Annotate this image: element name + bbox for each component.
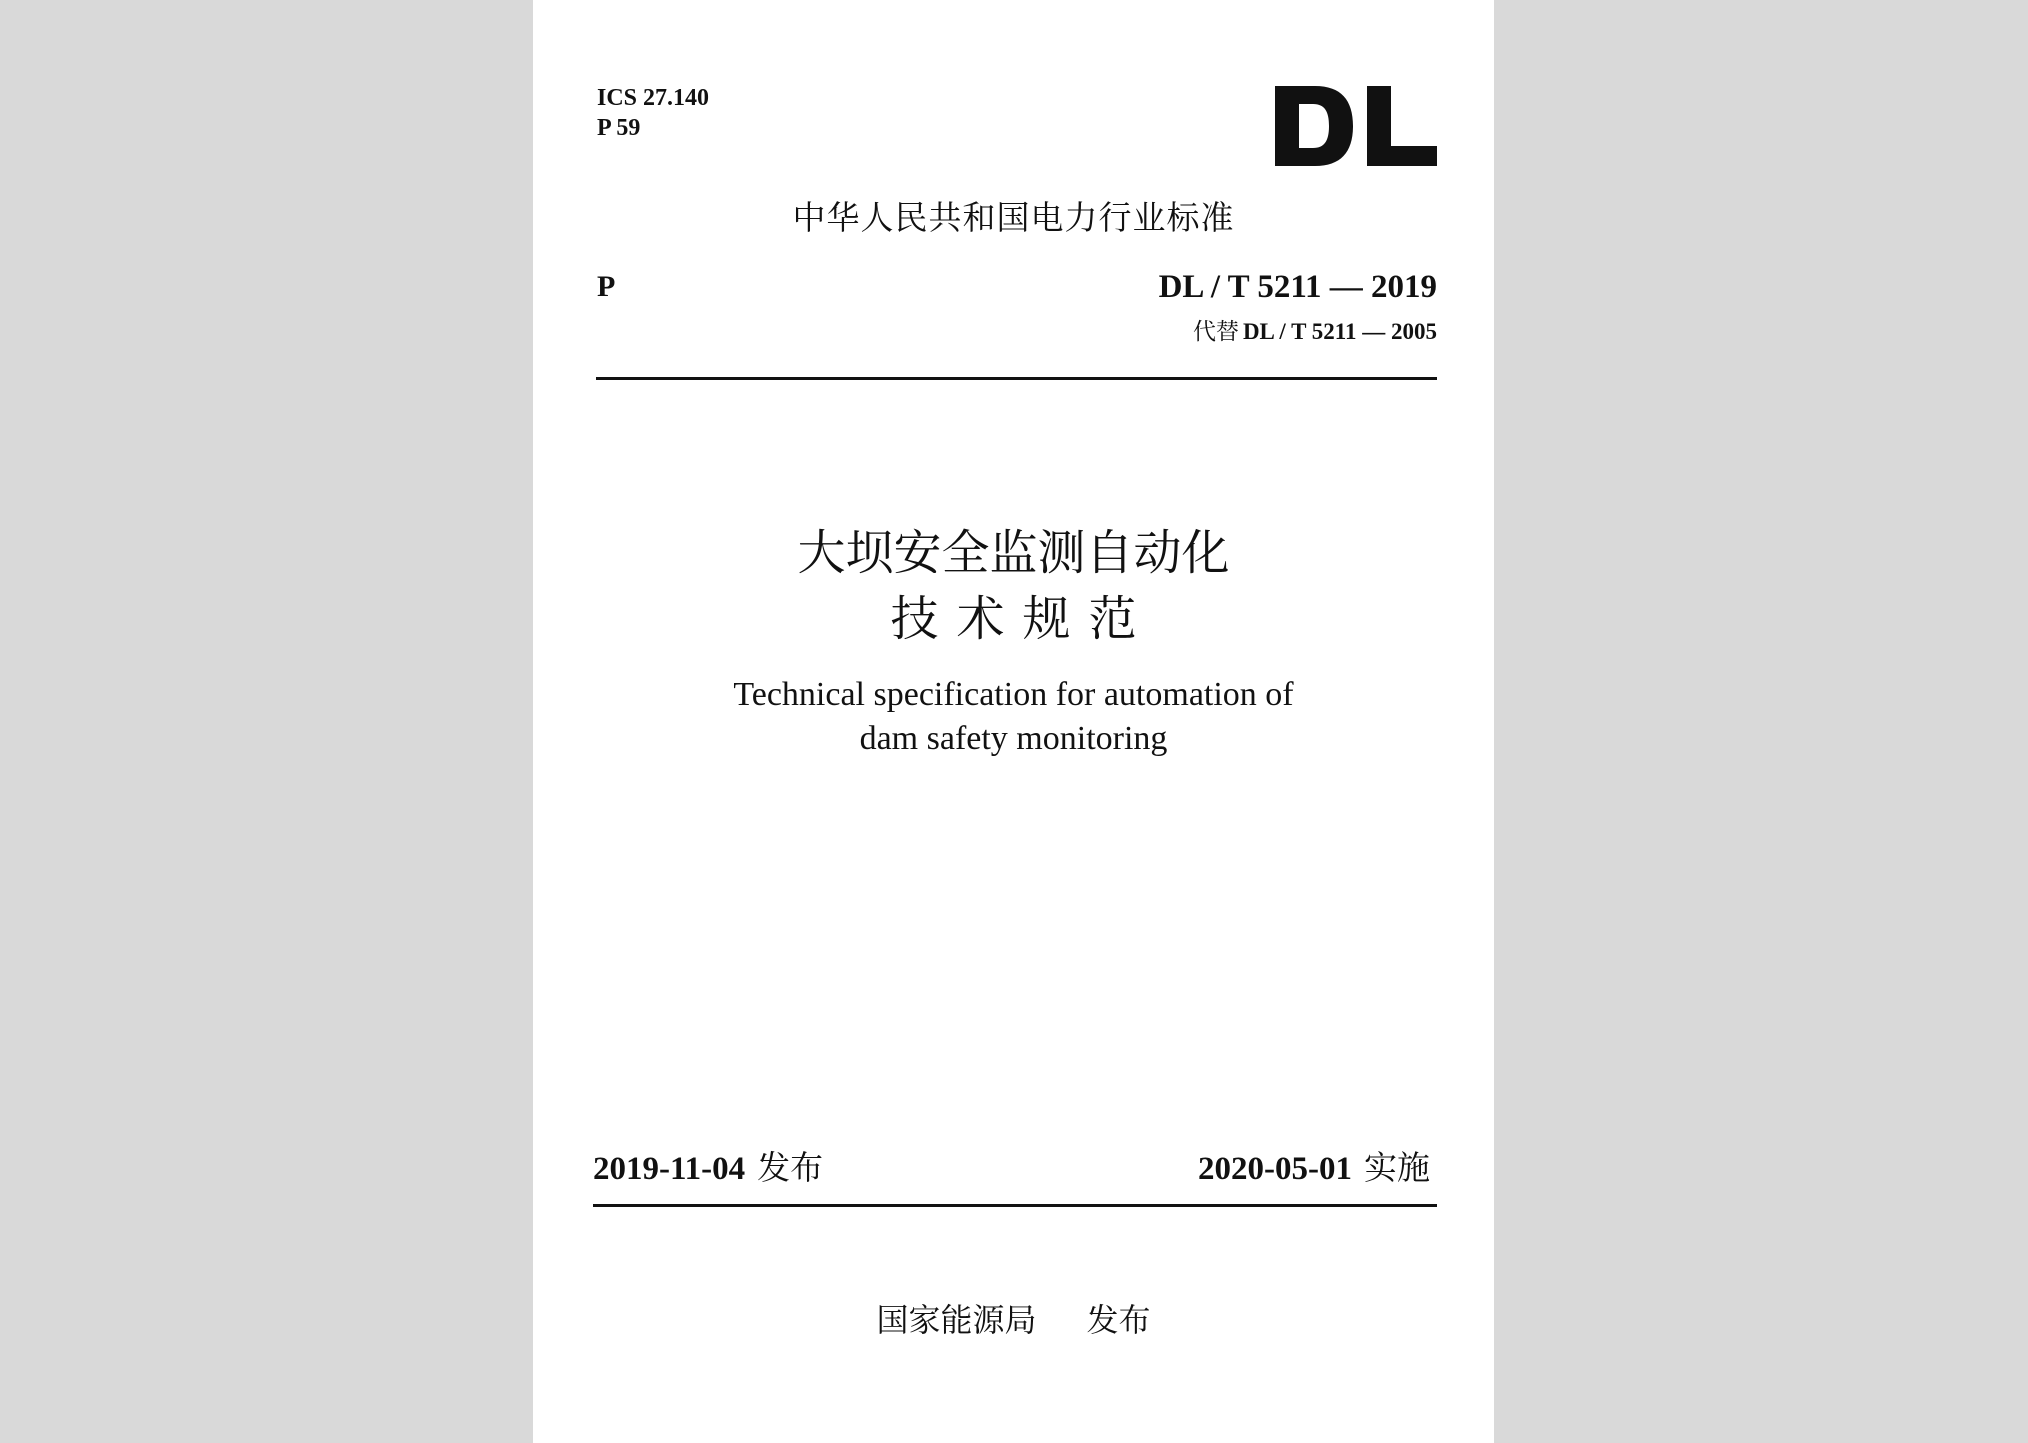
replaces-label: 代替 <box>1192 319 1239 345</box>
effective-date <box>1198 1148 1430 1189</box>
standard-number: DL / T 5211 — 2019 <box>1158 269 1437 305</box>
title-cn-line1: 大坝安全监测自动化 <box>797 525 1230 581</box>
classification-code: P 59 <box>597 115 641 141</box>
effective-date-value: 2020-05-01 <box>1198 1151 1352 1187</box>
top-divider <box>596 377 1437 380</box>
ics-code: ICS 27.140 <box>597 85 710 111</box>
title-en-line1: Technical specification for automation of <box>733 676 1294 713</box>
footer-action: 发布 <box>1086 1301 1151 1339</box>
document-cover <box>533 0 1494 1443</box>
issue-date-value: 2019-11-04 <box>593 1151 746 1187</box>
effective-date-label: 实施 <box>1364 1148 1430 1187</box>
footer-authority: 国家能源局 <box>876 1301 1037 1339</box>
issuer-line: 中华人民共和国电力行业标准 <box>792 198 1235 237</box>
replaces-line <box>1193 318 1437 346</box>
bottom-divider <box>593 1204 1437 1207</box>
dl-logo <box>1275 86 1437 166</box>
footer-issuer <box>533 1300 1494 1340</box>
title-en-line2: dam safety monitoring <box>859 720 1168 757</box>
title-cn-line2: 技术规范 <box>890 591 1155 647</box>
issue-date <box>593 1148 823 1189</box>
replaces-number: DL / T 5211 — 2005 <box>1242 319 1437 344</box>
classification-letter: P <box>597 270 616 303</box>
issue-date-label: 发布 <box>757 1148 824 1187</box>
